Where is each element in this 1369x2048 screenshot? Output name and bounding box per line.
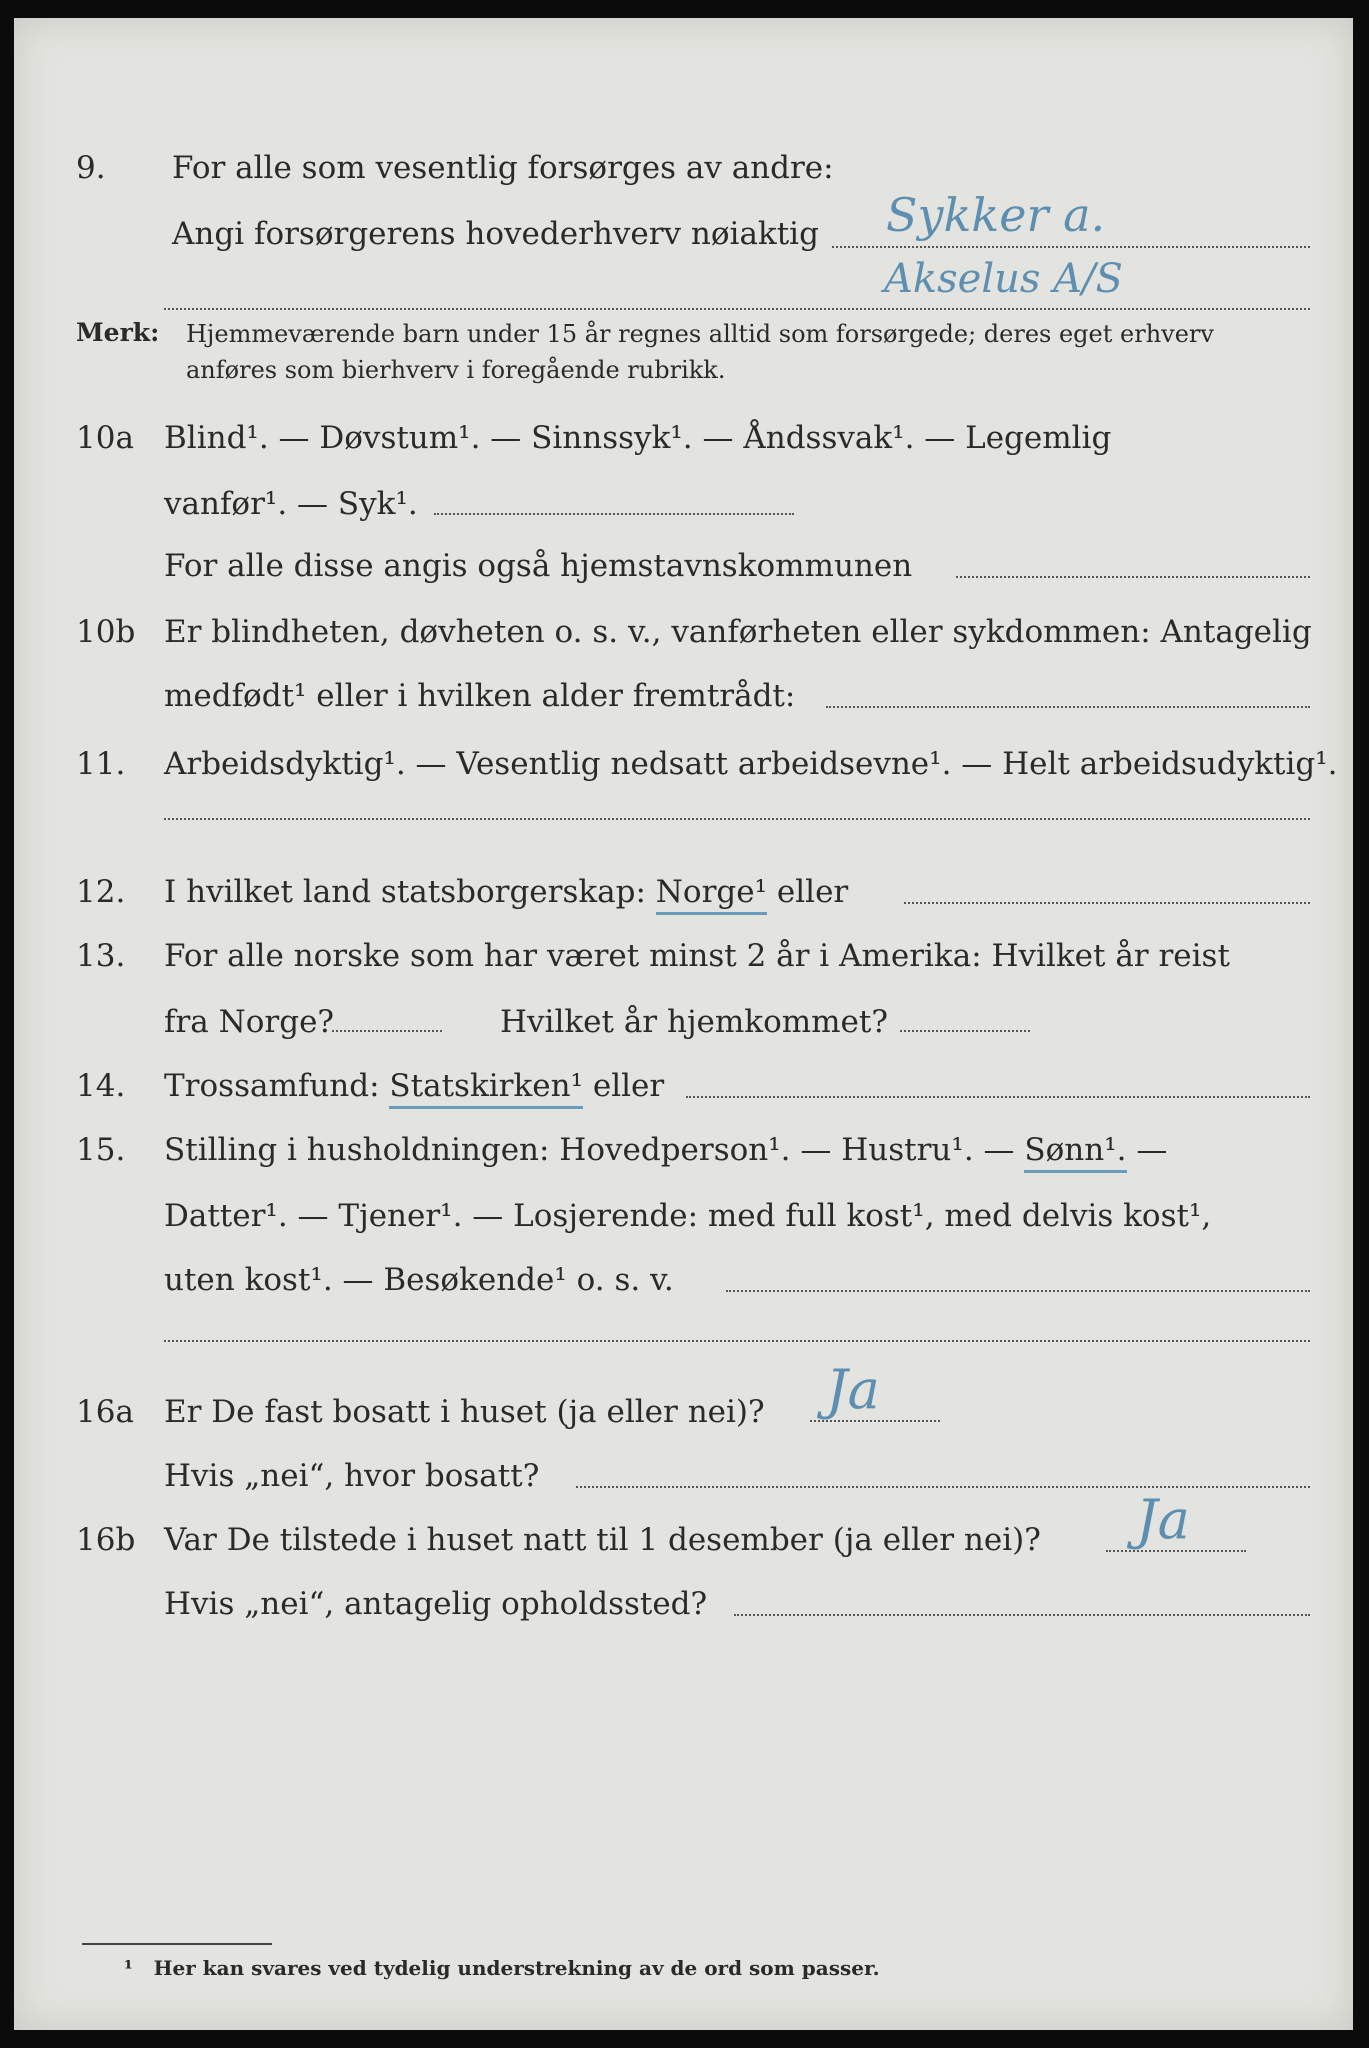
footnote-text: Her kan svares ved tydelig understrekning av de ord som passer. xyxy=(153,1956,880,1980)
q9-answer-line2 xyxy=(164,308,1310,310)
q10a-answer-line xyxy=(434,513,794,515)
q9-line2: Angi forsørgerens hovederhverv nøiaktig xyxy=(172,216,819,252)
q13-line1: For alle norske som har været minst 2 år i Amerika: Hvilket år reist xyxy=(164,938,1230,974)
q12-answer-line xyxy=(904,902,1310,904)
q10a-line3: For alle disse angis også hjemstavnskommunen xyxy=(164,548,913,584)
q15-line1-dash: — xyxy=(1136,1132,1168,1168)
merk-line1: Hjemmeværende barn under 15 år regnes alltid som forsørgede; deres eget erhverv xyxy=(186,320,1214,348)
q10a-line1: Blind¹. — Døvstum¹. — Sinnssyk¹. — Åndssvak¹. — Legemlig xyxy=(164,420,1112,456)
q10a-line2: vanfør¹. — Syk¹. xyxy=(164,486,418,522)
q9-handwritten-answer1: Sykker a. xyxy=(886,188,1106,242)
q10b-line2: medfødt¹ eller i hvilken alder fremtrådt: xyxy=(164,678,796,714)
footnote-mark: ¹ xyxy=(124,1956,133,1980)
q16b-line2: Hvis „nei“, antagelig opholdssted? xyxy=(164,1586,708,1622)
q14-number: 14. xyxy=(76,1068,126,1104)
q16a-bosatt-line xyxy=(576,1486,1310,1488)
footnote-rule xyxy=(82,1943,272,1945)
q15-line1-text: Stilling i husholdningen: Hovedperson¹. — Hustru¹. — xyxy=(164,1132,1015,1168)
q14-answer-line xyxy=(686,1096,1310,1098)
q16a-line1: Er De fast bosatt i huset (ja eller nei)? xyxy=(164,1394,765,1430)
q16b-number: 16b xyxy=(76,1522,136,1558)
q14-choice-statskirken: Statskirken¹ xyxy=(389,1068,583,1109)
q15-line3: uten kost¹. — Besøkende¹ o. s. v. xyxy=(164,1262,674,1298)
q9-answer-line1 xyxy=(832,246,1310,248)
q11-line1: Arbeidsdyktig¹. — Vesentlig nedsatt arbeidsevne¹. — Helt arbeidsudyktig¹. xyxy=(164,746,1338,782)
q13-reist-line xyxy=(332,1030,442,1032)
q10b-number: 10b xyxy=(76,614,136,650)
q9-line1: For alle som vesentlig forsørges av andre: xyxy=(172,150,834,186)
q13-line2b: Hvilket år hjemkommet? xyxy=(500,1004,888,1040)
q14-question: Trossamfund: xyxy=(164,1068,380,1104)
q15-number: 15. xyxy=(76,1132,126,1168)
q12-number: 12. xyxy=(76,874,126,910)
q9-number: 9. xyxy=(76,150,106,186)
q12-eller: eller xyxy=(776,874,849,910)
q15-line2: Datter¹. — Tjener¹. — Losjerende: med full kost¹, med delvis kost¹, xyxy=(164,1198,1212,1234)
q10a-hjemstavn-line xyxy=(956,576,1310,578)
q13-number: 13. xyxy=(76,938,126,974)
q9-handwritten-answer2: Akselus A/S xyxy=(884,256,1123,302)
q12-question: I hvilket land statsborgerskap: xyxy=(164,874,646,910)
q13-hjemkommet-line xyxy=(900,1030,1030,1032)
q10a-number: 10a xyxy=(76,420,134,456)
q12-choice-norge: Norge¹ xyxy=(656,874,767,915)
q12-line xyxy=(164,874,848,910)
q16b-line1: Var De tilstede i huset natt til 1 desember (ja eller nei)? xyxy=(164,1522,1041,1558)
q15-line1 xyxy=(164,1132,1167,1168)
q15-answer-line2 xyxy=(164,1340,1310,1342)
q16b-handwritten-answer: Ja xyxy=(1136,1488,1190,1551)
merk-label: Merk: xyxy=(76,318,160,347)
q15-answer-line1 xyxy=(726,1290,1310,1292)
q16a-handwritten-answer: Ja xyxy=(826,1358,880,1421)
q10b-answer-line xyxy=(826,706,1310,708)
q14-line xyxy=(164,1068,664,1104)
q16a-number: 16a xyxy=(76,1394,134,1430)
q16a-line2: Hvis „nei“, hvor bosatt? xyxy=(164,1458,540,1494)
q11-answer-line xyxy=(164,818,1310,820)
merk-line2: anføres som bierhverv i foregående rubrikk. xyxy=(186,356,726,384)
q13-line2a: fra Norge? xyxy=(164,1004,335,1040)
census-form-page xyxy=(14,18,1353,2030)
q11-number: 11. xyxy=(76,746,126,782)
footnote xyxy=(124,1956,880,1980)
q15-choice-sonn: Sønn¹. xyxy=(1024,1132,1126,1173)
q14-eller: eller xyxy=(592,1068,665,1104)
q10b-line1: Er blindheten, døvheten o. s. v., vanførheten eller sykdommen: Antagelig xyxy=(164,614,1312,650)
q16b-opholdssted-line xyxy=(734,1614,1310,1616)
